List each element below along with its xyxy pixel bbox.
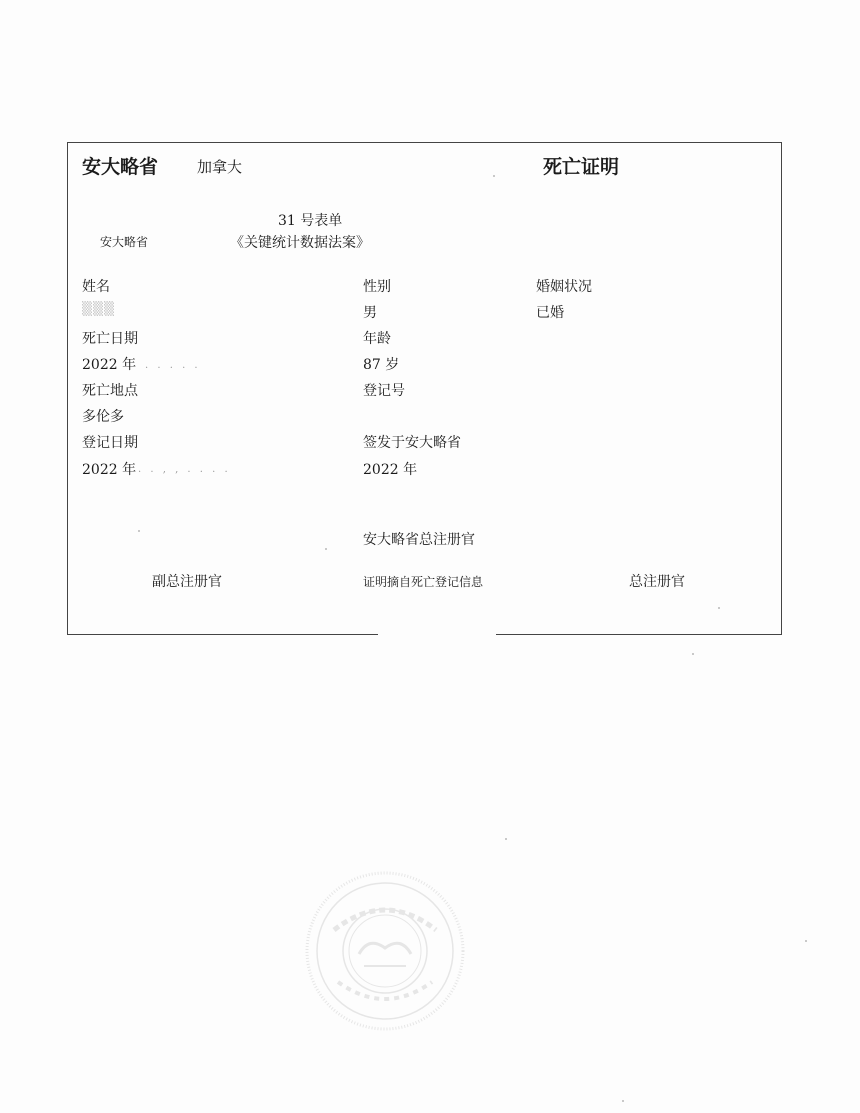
scan-speck xyxy=(505,838,507,840)
scan-speck xyxy=(805,940,807,942)
redacted-reg-date-mark: . . , , . . . . xyxy=(138,464,231,475)
sex-label: 性别 xyxy=(363,279,391,295)
scan-speck xyxy=(622,1100,624,1102)
death-place-value: 多伦多 xyxy=(82,409,124,425)
scan-speck xyxy=(493,175,495,177)
issued-date-value: 2022 年 xyxy=(363,462,418,478)
scan-speck xyxy=(692,653,694,655)
certificate-title: 死亡证明 xyxy=(543,156,620,178)
header-province: 安大略省 xyxy=(82,156,159,178)
registration-date-value: 2022 年 xyxy=(82,462,137,478)
issued-label: 签发于安大略省 xyxy=(363,435,461,451)
deputy-registrar-general: 副总注册官 xyxy=(152,574,222,590)
scan-speck xyxy=(325,548,327,550)
redacted-name-mark: ▒▒▒ xyxy=(82,302,115,317)
form-number: 31 号表单 xyxy=(278,213,343,229)
act-title: 《关键统计数据法案》 xyxy=(230,235,370,251)
death-place-label: 死亡地点 xyxy=(82,383,138,399)
registration-number-label: 登记号 xyxy=(363,383,405,399)
header-country: 加拿大 xyxy=(197,158,243,176)
registrar-general: 总注册官 xyxy=(629,574,685,590)
extract-note: 证明摘自死亡登记信息 xyxy=(363,575,484,589)
redacted-date-mark: . . . . . xyxy=(145,360,201,371)
name-label: 姓名 xyxy=(82,279,110,295)
scan-speck xyxy=(718,607,720,609)
death-date-value: 2022 年 xyxy=(82,357,137,373)
embossed-seal-icon xyxy=(304,870,466,1032)
registration-date-label: 登记日期 xyxy=(82,435,138,451)
marital-status-value: 已婚 xyxy=(536,305,564,321)
certificate-border xyxy=(67,142,782,635)
marital-status-label: 婚姻状况 xyxy=(536,279,592,295)
age-label: 年龄 xyxy=(363,331,391,347)
border-gap xyxy=(378,632,496,640)
province-small-label: 安大略省 xyxy=(100,235,149,249)
death-date-label: 死亡日期 xyxy=(82,331,138,347)
age-value: 87 岁 xyxy=(363,357,400,373)
scan-speck xyxy=(138,530,140,532)
registrar-general-ontario: 安大略省总注册官 xyxy=(363,532,475,548)
sex-value: 男 xyxy=(363,305,377,321)
